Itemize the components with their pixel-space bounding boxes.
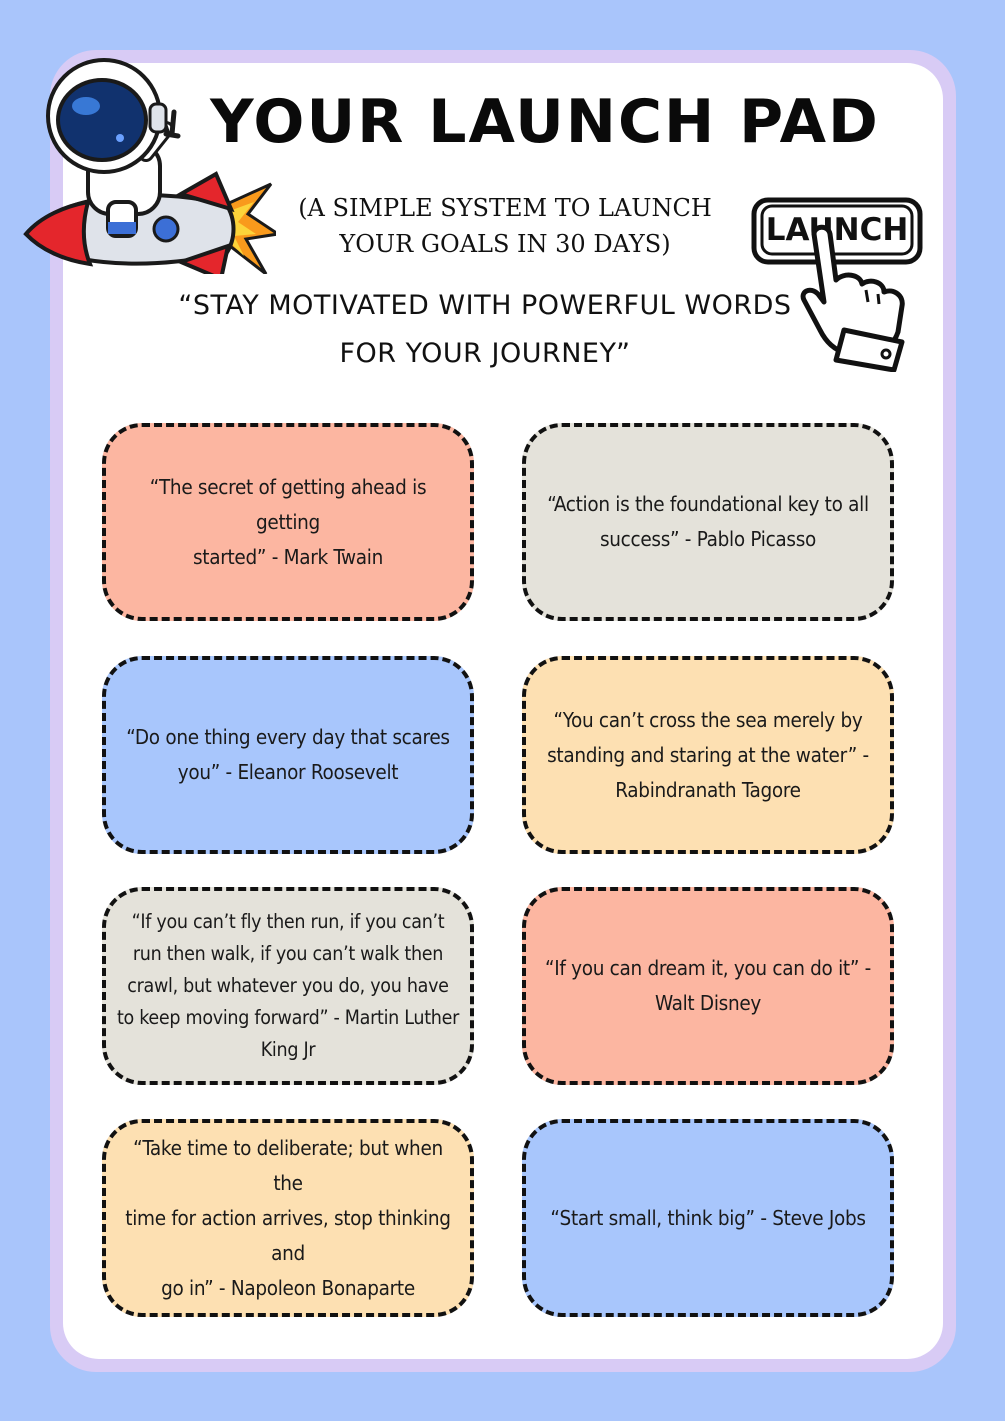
quote-line: “Action is the foundational key to all	[547, 492, 869, 516]
quote-card	[102, 656, 474, 854]
heading-line: “STAY MOTIVATED WITH POWERFUL WORDS	[178, 290, 792, 321]
quote-card	[102, 1119, 474, 1317]
quote-line: success” - Pablo Picasso	[599, 527, 817, 551]
quote-card	[522, 887, 894, 1085]
quote-text	[545, 951, 871, 1021]
quote-line: Rabindranath Tagore	[615, 777, 801, 802]
quote-card	[102, 887, 474, 1085]
quote-text	[547, 703, 869, 808]
quote-line: go in” - Napoleon Bonaparte	[161, 1275, 415, 1300]
quote-text	[126, 720, 449, 790]
quote-line: “The secret of getting ahead is getting	[149, 474, 427, 534]
quote-line: “You can’t cross the sea merely by	[553, 707, 863, 732]
quote-line: to keep moving forward” - Martin Luther	[116, 1006, 459, 1029]
page-title: YOUR LAUNCH PAD	[210, 87, 880, 157]
quote-card	[522, 423, 894, 621]
launch-button-hand-icon	[748, 192, 928, 372]
quote-card	[522, 656, 894, 854]
subtitle-line: YOUR GOALS IN 30 DAYS)	[339, 230, 671, 258]
quote-line: standing and staring at the water” -	[547, 742, 869, 767]
quote-text	[547, 487, 869, 557]
quote-line: run then walk, if you can’t walk then	[132, 942, 444, 965]
quote-line: “Do one thing every day that scares	[126, 725, 450, 749]
quote-line: “If you can dream it, you can do it” -	[544, 956, 872, 980]
subtitle-line: (A SIMPLE SYSTEM TO LAUNCH	[298, 194, 712, 222]
quote-line: you” - Eleanor Roosevelt	[177, 760, 399, 784]
quote-line: “Take time to deliberate; but when the	[133, 1135, 443, 1195]
quote-card	[522, 1119, 894, 1317]
quote-line: time for action arrives, stop thinking and	[125, 1205, 451, 1265]
quote-line: “If you can’t fly then run, if you can’t	[131, 910, 445, 933]
launch-label: LAUNCH	[765, 212, 909, 248]
quote-text	[117, 906, 459, 1066]
quote-line: started” - Mark Twain	[192, 544, 384, 569]
quote-line: King Jr	[260, 1038, 316, 1061]
quote-card	[102, 423, 474, 621]
quote-text	[116, 1131, 460, 1306]
quote-line: “Start small, think big” - Steve Jobs	[550, 1205, 866, 1230]
motivation-heading	[170, 282, 800, 378]
quote-text	[550, 1201, 865, 1236]
page-subtitle	[270, 190, 740, 262]
heading-line: FOR YOUR JOURNEY”	[339, 338, 631, 369]
quote-line: crawl, but whatever you do, you have	[127, 974, 449, 997]
quote-line: Walt Disney	[654, 991, 762, 1015]
quote-text	[116, 470, 460, 575]
